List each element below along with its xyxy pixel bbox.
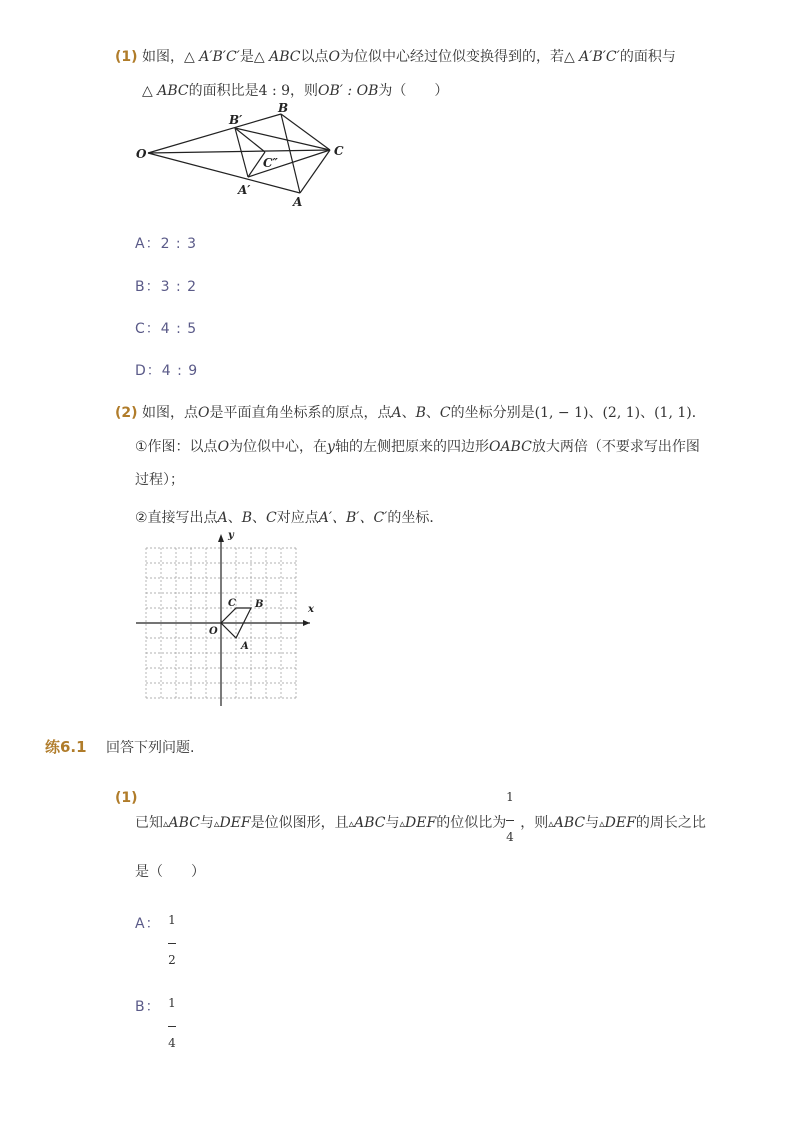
q1-line1: (1) 如图，△ A′B′C′是△ ABC以点O为位似中心经过位似变换得到的，若△ A′B′C′的面积与 xyxy=(115,49,676,65)
option-b-fraction-bar xyxy=(168,1026,176,1027)
y-axis-label: y xyxy=(228,530,234,541)
q1-label-b1: B′ xyxy=(229,113,243,127)
triangle-icon: ▵ xyxy=(348,817,355,830)
q1-label-a: A xyxy=(293,195,303,209)
q2-line1: (2) 如图，点O是平面直角坐标系的原点，点A、B、C的坐标分别是(1, − 1)、(2, 1)、(1, 1)． xyxy=(115,405,706,421)
q1-label-a1: A′ xyxy=(238,183,251,197)
q1-line2: △ ABC的面积比是4 : 9，则OB′ : OB为（ ） xyxy=(142,83,449,99)
q1-option-b[interactable]: B：3 : 2 xyxy=(135,279,198,295)
triangle-icon: ▵ xyxy=(213,817,220,830)
q2-line3: 过程）； xyxy=(135,472,184,488)
triangle-icon: ▵ xyxy=(548,817,554,830)
q1-label-o: O xyxy=(136,147,147,161)
q2-line2: ①作图：以点O为位似中心，在y轴的左侧把原来的四边形OABC放大两倍（不要求写出作图 xyxy=(135,439,700,455)
option-a-fraction-bar xyxy=(168,943,176,944)
q1-option-d[interactable]: D：4 : 9 xyxy=(135,363,199,379)
x-axis-label: x xyxy=(308,604,314,615)
triangle-icon: ▵ xyxy=(399,817,406,830)
grid-label-c: C xyxy=(228,598,236,609)
practice-line2: 是（ ） xyxy=(135,864,205,880)
grid-label-b: B xyxy=(255,599,264,610)
q1-option-a[interactable]: A：2 : 3 xyxy=(135,236,198,252)
q1-label-b: B xyxy=(278,101,289,115)
practice-text: 回答下列问题. xyxy=(106,740,195,756)
triangle-icon: ▵ xyxy=(599,817,605,830)
y-axis-arrow-icon xyxy=(218,534,224,542)
grid-label-o: O xyxy=(209,626,218,637)
q2-grid-figure xyxy=(130,530,330,710)
ratio-fraction-bar xyxy=(506,820,514,821)
ratio-fraction-numerator: 1 xyxy=(506,790,514,804)
ratio-fraction-denominator: 4 xyxy=(506,830,514,844)
q2-number: (2) xyxy=(115,405,138,421)
practice-line1: 已知▵ABC与▵DEF是位似图形，且▵ABC与▵DEF的位似比为 ，则▵ABC与▵DEF的周长之比 xyxy=(135,815,706,831)
practice-title: 练6.1 xyxy=(45,738,87,756)
practice-option-a[interactable]: A： xyxy=(135,916,161,932)
x-axis-arrow-icon xyxy=(303,620,310,626)
grid-label-a: A xyxy=(241,641,249,652)
practice-sub-number: (1) xyxy=(115,790,138,806)
option-b-denominator: 4 xyxy=(168,1036,176,1050)
q1-option-c[interactable]: C：4 : 5 xyxy=(135,321,198,337)
q1-label-c: C xyxy=(334,144,344,158)
q1-number: (1) xyxy=(115,49,138,65)
option-a-denominator: 2 xyxy=(168,953,176,967)
q1-label-c1: C″ xyxy=(263,156,278,170)
option-a-numerator: 1 xyxy=(168,913,176,927)
q1-figure xyxy=(130,100,370,212)
practice-option-b[interactable]: B： xyxy=(135,999,161,1015)
triangle-icon: ▵ xyxy=(163,817,169,830)
option-b-numerator: 1 xyxy=(168,996,176,1010)
q2-line4: ②直接写出点A、B、C对应点A′、B′、C′的坐标． xyxy=(135,510,444,526)
